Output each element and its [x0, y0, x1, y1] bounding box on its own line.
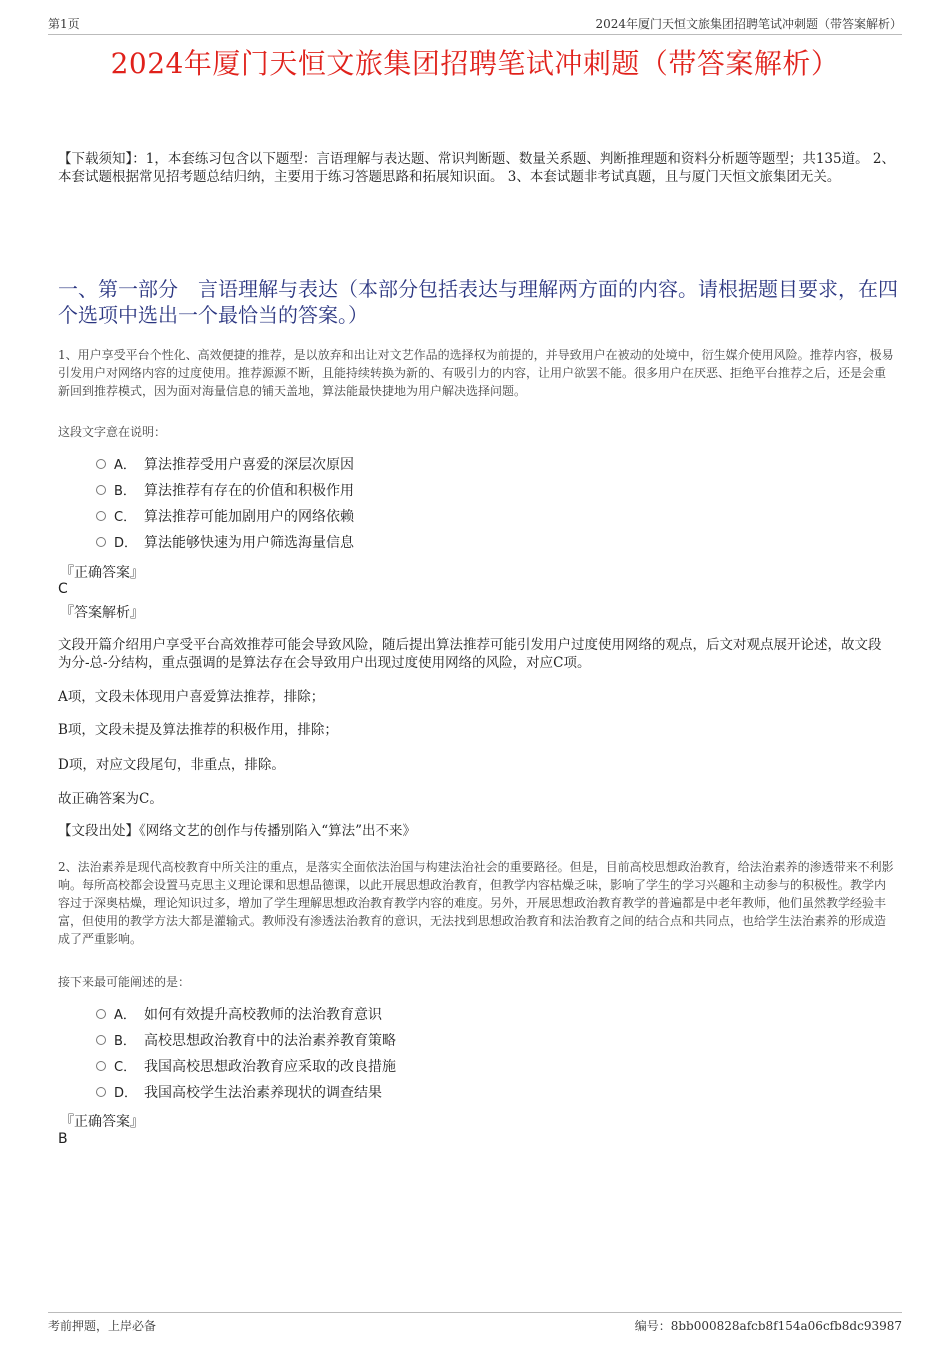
q1-option-c[interactable]: C． 算法推荐可能加剧用户的网络依赖: [96, 507, 354, 527]
q1-analysis-b: B项，文段未提及算法推荐的积极作用，排除；: [58, 722, 338, 738]
question-2-stem: 2、法治素养是现代高校教育中所关注的重点，是落实全面依法治国与构建法治社会的重要路径。但是，目前高校思想政治教育，给法治素养的渗透带来不利影响。每所高校都会设置马克思主义理论课和思想品德课，以此开展思想政治教育，但教学内容枯燥乏味，影响了学生的学习兴趣和主动参与的积极性。教学内容过于深奥枯燥，理论知识过多，增加了学生理解思想政治教育教学内容的难度。另外，开展思想政治教育教学的普遍都是中老年教师，他们虽然教学经验丰富，但使用的教学方法大都是灌输式。教师没有渗透法治教育的意识，无法找到思想政治教育和法治教育之间的结合点和共同点，也给学生法治素养的形成造成了严重影响。: [58, 860, 894, 946]
q1-analysis-conclusion: 故正确答案为C。: [58, 791, 163, 807]
radio-icon[interactable]: [96, 537, 106, 547]
q2-answer: B: [58, 1131, 68, 1147]
q1-option-b[interactable]: B． 算法推荐有存在的价值和积极作用: [96, 481, 354, 501]
radio-icon[interactable]: [96, 1061, 106, 1071]
document-title: 2024年厦门天恒文旅集团招聘笔试冲刺题（带答案解析）: [110, 47, 840, 80]
radio-icon[interactable]: [96, 1035, 106, 1045]
page-footer: [48, 1312, 902, 1333]
question-1-stem: 1、用户享受平台个性化、高效便捷的推荐，是以放弃和出让对文艺作品的选择权为前提的，并导致用户在被动的处境中，衍生媒介使用风险。推荐内容，极易引发用户对网络内容的过度使用。推荐源源不断，且能持续转换为新的、有吸引力的内容，让用户欲罢不能。很多用户在厌恶、拒绝平台推荐之后，还是会重新回到推荐模式，因为面对海量信息的铺天盖地，算法能最快捷地为用户解决选择问题。: [58, 348, 894, 398]
page-header: [48, 12, 902, 35]
radio-icon[interactable]: [96, 511, 106, 521]
q1-analysis-main: 文段开篇介绍用户享受平台高效推荐可能会导致风险，随后提出算法推荐可能引发用户过度使用网络的观点，后文对观点展开论述，故文段为分-总-分结构，重点强调的是算法存在会导致用户出现过度使用网络的风险，对应C项。: [58, 637, 882, 671]
q1-answer-label: 『正确答案』: [60, 565, 144, 581]
q2-answer-label: 『正确答案』: [60, 1114, 144, 1130]
question-2-prompt: 接下来最可能阐述的是：: [58, 975, 191, 989]
page-number: 第1页: [48, 17, 80, 31]
footer-doc-id: 编号：8bb000828afcb8f154a06cfb8dc93987: [634, 1319, 902, 1333]
section-title: 一、第一部分 言语理解与表达（本部分包括表达与理解两方面的内容。请根据题目要求，在四个选项中选出一个最恰当的答案。）: [58, 277, 898, 327]
radio-icon[interactable]: [96, 459, 106, 469]
q1-source: 【文段出处】《网络文艺的创作与传播别陷入“算法”出不来》: [58, 823, 417, 839]
download-notice: 【下载须知】：1，本套练习包含以下题型：言语理解与表达题、常识判断题、数量关系题、判断推理题和资料分析题等题型；共135道。 2、本套试题根据常见招考题总结归纳，主要用于练习答题思路和拓展知识面。 3、本套试题非考试真题，且与厦门天恒文旅集团无关。: [58, 151, 895, 185]
radio-icon[interactable]: [96, 1009, 106, 1019]
radio-icon[interactable]: [96, 485, 106, 495]
footer-slogan: 考前押题，上岸必备: [48, 1319, 157, 1333]
q1-option-a[interactable]: A． 算法推荐受用户喜爱的深层次原因: [96, 455, 354, 475]
q2-option-b[interactable]: B． 高校思想政治教育中的法治素养教育策略: [96, 1031, 396, 1051]
q1-analysis-d: D项，对应文段尾句，非重点，排除。: [58, 757, 285, 773]
header-doc-title: 2024年厦门天恒文旅集团招聘笔试冲刺题（带答案解析）: [595, 17, 902, 31]
q1-analysis-a: A项，文段未体现用户喜爱算法推荐，排除；: [58, 689, 325, 705]
q2-option-d[interactable]: D． 我国高校学生法治素养现状的调查结果: [96, 1083, 382, 1103]
q1-option-d[interactable]: D． 算法能够快速为用户筛选海量信息: [96, 533, 354, 553]
q2-option-a[interactable]: A． 如何有效提升高校教师的法治教育意识: [96, 1005, 382, 1025]
q1-analysis-label: 『答案解析』: [60, 605, 144, 621]
q2-option-c[interactable]: C． 我国高校思想政治教育应采取的改良措施: [96, 1057, 396, 1077]
q1-answer: C: [58, 581, 68, 597]
question-1-prompt: 这段文字意在说明：: [58, 425, 167, 439]
radio-icon[interactable]: [96, 1087, 106, 1097]
